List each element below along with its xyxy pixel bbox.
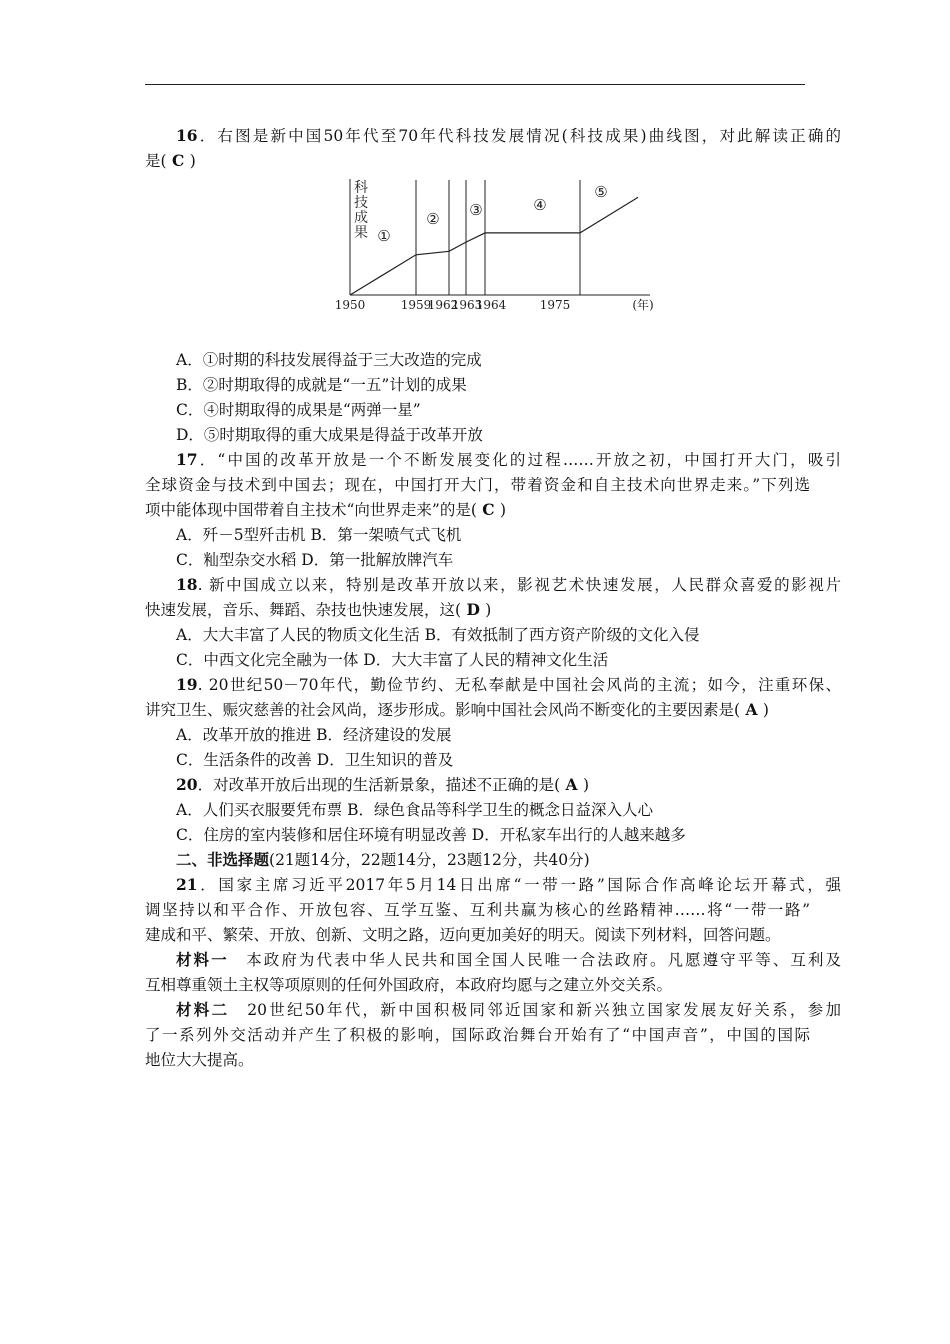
period-label: ④ bbox=[533, 196, 547, 214]
x-axis-label: (年) bbox=[632, 298, 654, 312]
q17-options-ab: A．歼－5型歼击机 B．第一架喷气式飞机 bbox=[176, 526, 462, 544]
y-axis-label-char: 科 bbox=[354, 180, 368, 196]
q20-options-ab: A．人们买衣服要凭布票 B．绿色食品等科学卫生的概念日益深入人心 bbox=[176, 801, 654, 819]
q19-text: . 20世纪50－70年代，勤俭节约、无私奉献是中国社会风尚的主流；如今，注重环保、 bbox=[197, 676, 841, 694]
x-tick-label: 1962 bbox=[427, 298, 459, 312]
q18-line2 bbox=[145, 598, 810, 622]
q21-line2: 调坚持以和平合作、开放包容、互学互鉴、互利共赢为核心的丝路精神……将“一带一路” bbox=[145, 901, 810, 919]
q16-stem-line1 bbox=[145, 124, 841, 148]
x-tick-label: 1959 bbox=[400, 298, 432, 312]
q19-line2-pre: 讲究卫生、赈灾慈善的社会风尚，逐步形成。影响中国社会风尚不断变化的主要因素是( bbox=[145, 701, 741, 719]
q21-number: 21 bbox=[176, 875, 198, 894]
x-tick-label: 1963 bbox=[451, 298, 483, 312]
q17-line1 bbox=[145, 448, 841, 472]
q19-options-cd: C．生活条件的改善 D．卫生知识的普及 bbox=[176, 751, 454, 769]
material2-line1 bbox=[145, 998, 841, 1022]
q16-option-d: D．⑤时期取得的重大成果是得益于改革开放 bbox=[176, 426, 483, 444]
q17-line3 bbox=[145, 498, 810, 522]
q21-text: ．国家主席习近平2017年5月14日出席“一带一路”国际合作高峰论坛开幕式，强 bbox=[197, 876, 841, 894]
q16-option-c: C．④时期取得的成果是“两弹一星” bbox=[176, 401, 421, 419]
material2-line2: 了一系列外交活动并产生了积极的影响，国际政治舞台开始有了“中国声音”，中国的国际 bbox=[145, 1026, 810, 1044]
q17-options-cd: C．籼型杂交水稻 D．第一批解放牌汽车 bbox=[176, 551, 454, 569]
period-label: ③ bbox=[469, 201, 483, 219]
q19-options-ab: A．改革开放的推进 B．经济建设的发展 bbox=[176, 726, 452, 744]
q16-stem-line2 bbox=[145, 149, 810, 173]
material1-line1 bbox=[145, 948, 841, 972]
section2-note: (21题14分，22题14分，23题12分，共40分) bbox=[269, 851, 590, 869]
q18-number: 18 bbox=[176, 575, 198, 594]
q16-answer: C bbox=[166, 151, 190, 170]
q20-answer: A bbox=[560, 775, 583, 794]
header-rule bbox=[145, 84, 805, 85]
q20-stem-post: ) bbox=[582, 776, 590, 794]
x-tick-label: 1975 bbox=[539, 298, 571, 312]
q16-stem-post: ) bbox=[189, 152, 196, 170]
section2-heading bbox=[145, 848, 841, 872]
q20-stem-pre: ．对改革开放后出现的生活新景象，描述不正确的是( bbox=[197, 776, 561, 794]
q17-answer: C bbox=[476, 500, 501, 519]
material1-text: 本政府为代表中华人民共和国全国人民唯一合法政府。凡愿遵守平等、互利及 bbox=[228, 951, 841, 969]
series-line bbox=[350, 197, 638, 295]
period-label: ② bbox=[426, 210, 440, 228]
q18-options-ab: A．大大丰富了人民的物质文化生活 B．有效抵制了西方资产阶级的文化入侵 bbox=[176, 626, 700, 644]
q19-line1 bbox=[145, 673, 841, 697]
q16-stem-text: ．右图是新中国50年代至70年代科技发展情况(科技成果)曲线图，对此解读正确的 bbox=[197, 127, 841, 145]
q17-line2: 全球资金与技术到中国去；现在，中国打开大门，带着资金和自主技术向世界走来。”下列选 bbox=[145, 476, 810, 494]
x-tick-label: 1964 bbox=[475, 298, 507, 312]
material2-label: 材料二 bbox=[176, 1000, 230, 1019]
section2-title: 二、非选择题 bbox=[176, 850, 270, 869]
period-label: ⑤ bbox=[594, 183, 608, 201]
material2-text: 20世纪50年代，新中国积极同邻近国家和新兴独立国家发展友好关系，参加 bbox=[229, 1001, 841, 1019]
q19-line2 bbox=[145, 698, 810, 722]
q16-option-a: A．①时期的科技发展得益于三大改造的完成 bbox=[176, 351, 482, 369]
y-axis-label-char: 成 bbox=[354, 210, 368, 226]
x-tick-label: 1950 bbox=[334, 298, 366, 312]
q17-text: ．“中国的改革开放是一个不断发展变化的过程……开放之初，中国打开大门，吸引 bbox=[197, 451, 841, 469]
q17-number: 17 bbox=[176, 450, 198, 469]
material1-line2: 互相尊重领土主权等项原则的任何外国政府，本政府均愿与之建立外交关系。 bbox=[145, 976, 673, 994]
material1-label: 材料一 bbox=[176, 950, 229, 969]
q19-answer: A bbox=[740, 700, 763, 719]
q18-text: . 新中国成立以来，特别是改革开放以来，影视艺术快速发展，人民群众喜爱的影视片 bbox=[197, 576, 841, 594]
q16-option-b: B．②时期取得的成就是“一五”计划的成果 bbox=[176, 376, 467, 394]
period-label: ① bbox=[377, 227, 391, 245]
q19-line2-post: ) bbox=[762, 701, 769, 719]
q21-line1 bbox=[145, 873, 841, 897]
q20-stem bbox=[145, 773, 841, 797]
q20-options-cd: C．住房的室内装修和居住环境有明显改善 D．开私家车出行的人越来越多 bbox=[176, 826, 686, 844]
q18-line2-post: ) bbox=[485, 601, 492, 619]
q18-answer: D bbox=[461, 600, 486, 619]
material2-line3: 地位大大提高。 bbox=[145, 1051, 254, 1069]
q16-stem-pre: 是( bbox=[145, 152, 167, 170]
q17-line3-pre: 项中能体现中国带着自主技术“向世界走来”的是( bbox=[145, 501, 477, 519]
q18-line2-pre: 快速发展，音乐、舞蹈、杂技也快速发展，这( bbox=[145, 601, 462, 619]
q18-line1 bbox=[145, 573, 841, 597]
q20-number: 20 bbox=[176, 775, 198, 794]
tech-achievement-chart bbox=[325, 175, 665, 325]
q21-line3: 建成和平、繁荣、开放、创新、文明之路，迈向更加美好的明天。阅读下列材料，回答问题。 bbox=[145, 926, 781, 944]
y-axis-label-char: 技 bbox=[354, 195, 368, 211]
q16-number: 16 bbox=[176, 126, 198, 145]
q18-options-cd: C．中西文化完全融为一体 D．大大丰富了人民的精神文化生活 bbox=[176, 651, 609, 669]
y-axis-label-char: 果 bbox=[354, 225, 368, 241]
q17-line3-post: ) bbox=[500, 501, 507, 519]
q19-number: 19 bbox=[176, 675, 198, 694]
